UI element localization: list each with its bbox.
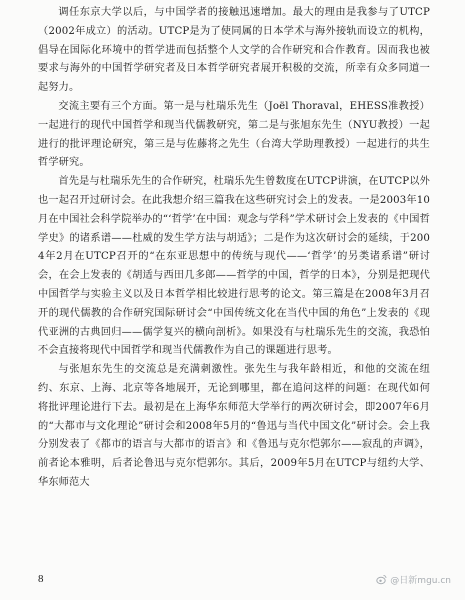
- page-number: 8: [38, 573, 44, 585]
- paragraph-1: 调任东京大学以后，与中国学者的接触迅速增加。最大的理由是我参与了UTCP（2002年成立）的活动。UTCP是为了使同属的日本学术与海外接轨而设立的机构，倡导在国际化环境中的哲学进而包括整个人文学的合作研究和合作教育。因而我也被要求与海外的中国哲学研究者及日本哲学研究者展开积极的交流，所幸有众多同道一起努力。: [38, 7, 430, 94]
- paragraph-4: 与张旭东先生的交流总是充满刺激性。张先生与我年龄相近，和他的交流在纽约、东京、上海、北京等各地展开，无论到哪里，都在追问这样的问题：在现代如何将批评理论进行下去。最初是在上海华东师范大学举行的两次研讨会，即2007年6月的“大都市与文化理论”研讨会和2008年5月的“鲁迅与当代中国文化”研讨会。会上我分别发表了《都市的语言与大都市的语言》和《鲁迅与克尔恺郭尔——寂乱的声调》，前者论本雅明，后者论鲁迅与克尔恺郭尔。其后，2009年5月在UTCP与纽约大学、华东师范大: [38, 364, 430, 488]
- watermark: [376, 573, 451, 586]
- paragraph-3: 首先是与杜瑞乐先生的合作研究，杜瑞乐先生曾数度在UTCP讲演，在UTCP以外也一起召开过研讨会。在此我想介绍三篇我在这些研究讨会上的发表。一是2003年10月在中国社会科学院举办的“‘哲学’在中国：观念与学科”学术研讨会上发表的《中国哲学史》的诸系谱——杜威的发生学方法与胡适》；二是作为这次研讨会的延续，于2004年2月在UTCP召开的“在东亚思想中的传统与现代——‘哲学’的另类诸系谱”研讨会，在会上发表的《胡适与西田几多郎——哲学的中国，哲学的日本》，分别是把现代中国哲学与实验主义以及日本哲学相比较进行思考的论文。第三篇是在2008年3月召开的现代儒教的合作研究国际研讨会“中国传统文化在当代中国的角色”上发表的《现代亚洲的古典回归——儒学复兴的横向剖析》。如果没有与杜瑞乐先生的交流，我恐怕不会直接将现代中国哲学和现当代儒教作为自己的课题进行思考。: [38, 176, 430, 357]
- body-text: [38, 4, 430, 493]
- paragraph-2: 交流主要有三个方面。第一是与杜瑞乐先生（Joël Thoraval，EHESS准教授）一起进行的现代中国哲学和现当代儒教研究，第二是与张旭东先生（NYU教授）一起进行的批评理论研究，第三是与佐藤将之先生（台湾大学助理教授）一起进行的共生哲学研究。: [38, 100, 430, 169]
- watermark-text: @日新mgu.cn: [390, 576, 451, 586]
- weibo-logo-icon: [376, 574, 387, 585]
